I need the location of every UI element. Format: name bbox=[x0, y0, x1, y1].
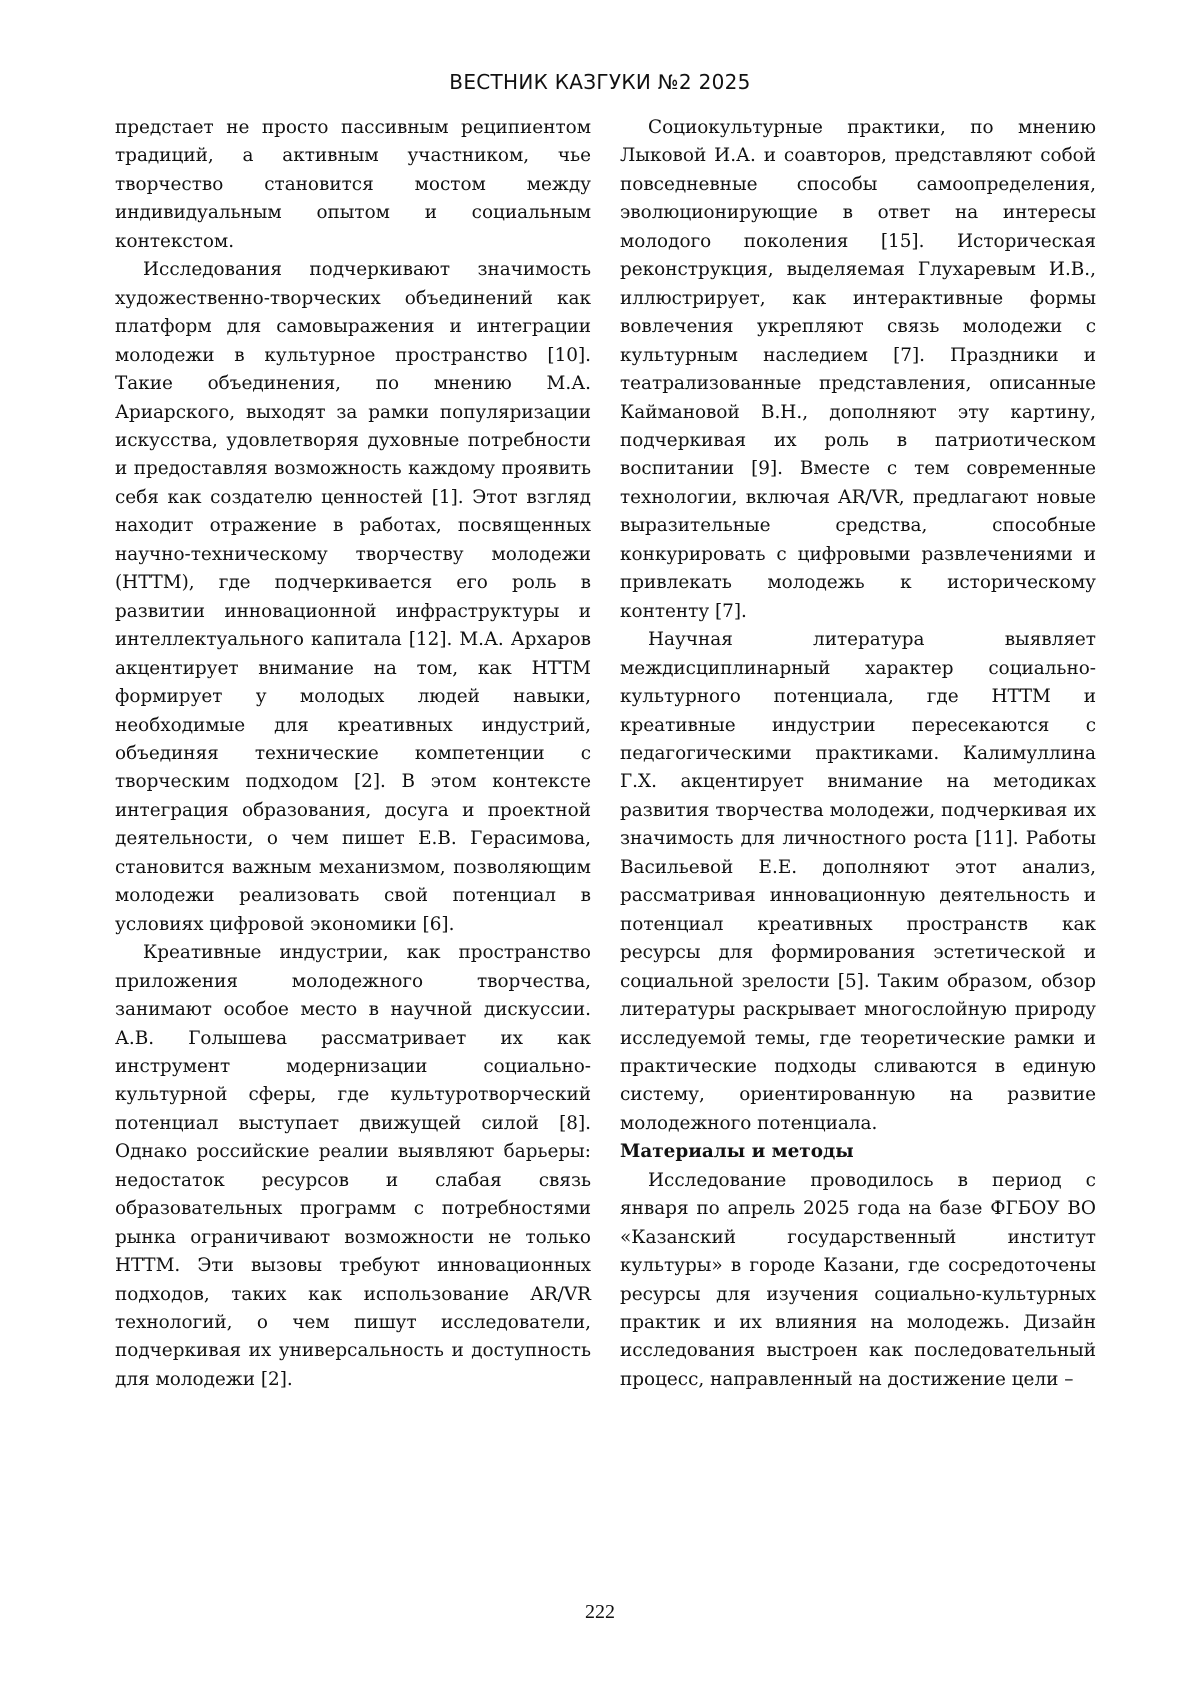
paragraph-continued: предстает не просто пассивным реципиентом традиций, а активным участником, чье творчество становится мостом между индивидуальным опытом и социальным контекстом. bbox=[115, 117, 591, 252]
paragraph-scientific-literature: Научная литература выявляет междисциплинарный характер социально-культурного потенциала, где НТТМ и креативные индустрии пересекаются с педагогическими практиками. Калимуллина Г.Х. акцентирует внимание на методиках развития творчества молодежи, подчеркивая их значимость для личностного роста [11]. Работы Васильевой Е.Е. дополняют этот анализ, рассматривая инновационную деятельность и потенциал креативных пространств как ресурсы для формирования эстетической и социальной зрелости [5]. Таким образом, обзор литературы раскрывает многослойную природу исследуемой темы, где теоретические рамки и практические подходы сливаются в единую систему, ориентированную на развитие молодежного потенциала. bbox=[620, 629, 1096, 1134]
left-column bbox=[115, 114, 591, 1394]
running-header: ВЕСТНИК КАЗГУКИ №2 2025 bbox=[449, 70, 751, 94]
right-column bbox=[620, 114, 1096, 1394]
paragraph-sociocultural-practices: Социокультурные практики, по мнению Лыковой И.А. и соавторов, представляют собой повседневные способы самоопределения, эволюционирующие в ответ на интересы молодого поколения [15]. Историческая реконструкция, выделяемая Глухаревым И.В., иллюстрирует, как интерактивные формы вовлечения укрепляют связь молодежи с культурным наследием [7]. Праздники и театрализованные представления, описанные Каймановой В.Н., дополняют эту картину, подчеркивая их роль в патриотическом воспитании [9]. Вместе с тем современные технологии, включая AR/VR, предлагают новые выразительные средства, способные конкурировать с цифровыми развлечениями и привлекать молодежь к историческому контенту [7]. bbox=[620, 117, 1096, 622]
section-heading-methods: Материалы и методы bbox=[620, 1141, 854, 1163]
paragraph-creative-industries: Креативные индустрии, как пространство приложения молодежного творчества, занимают особое место в научной дискуссии. А.В. Голышева рассматривает их как инструмент модернизации социально-культурной сферы, где культуротворческий потенциал выступает движущей силой [8]. Однако российские реалии выявляют барьеры: недостаток ресурсов и слабая связь образовательных программ с потребностями рынка ограничивают возможности не только НТТМ. Эти вызовы требуют инновационных подходов, таких как использование AR/VR технологий, о чем пишут исследователи, подчеркивая их универсальность и доступность для молодежи [2]. bbox=[115, 942, 591, 1390]
paragraph-research-associations: Исследования подчеркивают значимость художественно-творческих объединений как платформ для самовыражения и интеграции молодежи в культурное пространство [10]. Такие объединения, по мнению М.А. Ариарского, выходят за рамки популяризации искусства, удовлетворяя духовные потребности и предоставляя возможность каждому проявить себя как создателю ценностей [1]. Этот взгляд находит отражение в работах, посвященных научно-техническому творчеству молодежи (НТТМ), где подчеркивается его роль в развитии инновационной инфраструктуры и интеллектуального капитала [12]. М.А. Архаров акцентирует внимание на том, как НТТМ формирует у молодых людей навыки, необходимые для креативных индустрий, объединяя технические компетенции с творческим подходом [2]. В этом контексте интеграция образования, досуга и проектной деятельности, о чем пишет Е.В. Герасимова, становится важным механизмом, позволяющим молодежи реализовать свой потенциал в условиях цифровой экономики [6]. bbox=[115, 259, 591, 935]
page-number: 222 bbox=[585, 1601, 615, 1623]
paragraph-methods: Исследование проводилось в период с января по апрель 2025 года на базе ФГБОУ ВО «Казанский государственный институт культуры» в городе Казани, где сосредоточены ресурсы для изучения социально-культурных практик и их влияния на молодежь. Дизайн исследования выстроен как последовательный процесс, направленный на достижение цели – bbox=[620, 1169, 1096, 1390]
